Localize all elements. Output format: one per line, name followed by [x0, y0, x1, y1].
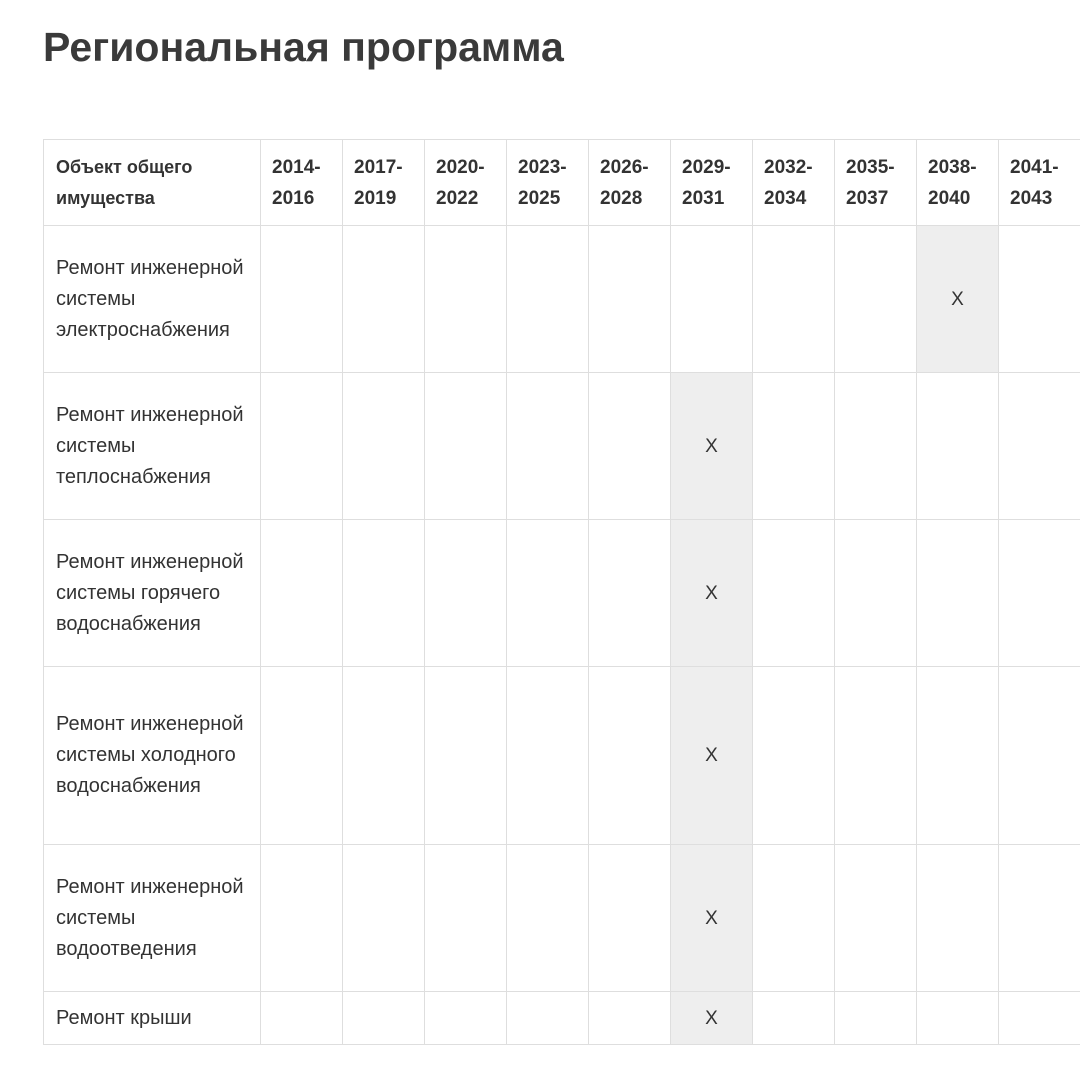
empty-period-cell [999, 992, 1080, 1045]
empty-period-cell [589, 226, 671, 373]
empty-period-cell [753, 667, 835, 845]
empty-period-cell [917, 520, 999, 667]
table-row [44, 373, 1080, 520]
object-name-cell: Ремонт инженерной системы теплоснабжения [44, 373, 261, 520]
empty-period-cell [507, 373, 589, 520]
empty-period-cell [835, 845, 917, 992]
empty-period-cell [753, 520, 835, 667]
empty-period-cell [425, 667, 507, 845]
object-column-header: Объект общего имущества [44, 140, 261, 226]
empty-period-cell [343, 845, 425, 992]
empty-period-cell [589, 845, 671, 992]
object-name-cell: Ремонт инженерной системы электроснабжения [44, 226, 261, 373]
empty-period-cell [343, 226, 425, 373]
empty-period-cell [261, 520, 343, 667]
table-body [44, 226, 1080, 1045]
scheduled-mark-cell: X [671, 992, 753, 1045]
object-name-cell: Ремонт крыши [44, 992, 261, 1045]
empty-period-cell [999, 226, 1080, 373]
table-row [44, 226, 1080, 373]
empty-period-cell [507, 520, 589, 667]
empty-period-cell [835, 992, 917, 1045]
empty-period-cell [589, 992, 671, 1045]
empty-period-cell [999, 520, 1080, 667]
regional-program-table [43, 139, 1080, 1045]
empty-period-cell [589, 667, 671, 845]
table-row [44, 845, 1080, 992]
period-column-header: 2014-2016 [261, 140, 343, 226]
scheduled-mark-cell: X [671, 667, 753, 845]
empty-period-cell [261, 992, 343, 1045]
page-title: Региональная программа [43, 24, 564, 70]
empty-period-cell [425, 520, 507, 667]
empty-period-cell [999, 373, 1080, 520]
empty-period-cell [425, 373, 507, 520]
empty-period-cell [507, 226, 589, 373]
table-row [44, 992, 1080, 1045]
scheduled-mark-cell: X [671, 845, 753, 992]
empty-period-cell [835, 373, 917, 520]
scheduled-mark-cell: X [917, 226, 999, 373]
empty-period-cell [917, 992, 999, 1045]
empty-period-cell [261, 667, 343, 845]
empty-period-cell [425, 845, 507, 992]
empty-period-cell [425, 992, 507, 1045]
empty-period-cell [835, 226, 917, 373]
object-name-cell: Ремонт инженерной системы холодного водоснабжения [44, 667, 261, 845]
period-column-header: 2035-2037 [835, 140, 917, 226]
empty-period-cell [343, 992, 425, 1045]
empty-period-cell [917, 373, 999, 520]
object-name-cell: Ремонт инженерной системы водоотведения [44, 845, 261, 992]
scheduled-mark-cell: X [671, 373, 753, 520]
table-row [44, 667, 1080, 845]
empty-period-cell [753, 992, 835, 1045]
period-column-header: 2020-2022 [425, 140, 507, 226]
empty-period-cell [999, 845, 1080, 992]
empty-period-cell [343, 373, 425, 520]
empty-period-cell [261, 845, 343, 992]
table-header-row [44, 140, 1080, 226]
empty-period-cell [835, 520, 917, 667]
empty-period-cell [589, 373, 671, 520]
empty-period-cell [999, 667, 1080, 845]
empty-period-cell [261, 373, 343, 520]
period-column-header: 2038-2040 [917, 140, 999, 226]
empty-period-cell [425, 226, 507, 373]
period-column-header: 2041-2043 [999, 140, 1080, 226]
empty-period-cell [507, 667, 589, 845]
empty-period-cell [753, 845, 835, 992]
table-row [44, 520, 1080, 667]
period-column-header: 2023-2025 [507, 140, 589, 226]
scheduled-mark-cell: X [671, 520, 753, 667]
empty-period-cell [507, 992, 589, 1045]
empty-period-cell [835, 667, 917, 845]
period-column-header: 2029-2031 [671, 140, 753, 226]
empty-period-cell [343, 520, 425, 667]
empty-period-cell [753, 226, 835, 373]
period-column-header: 2026-2028 [589, 140, 671, 226]
period-column-header: 2017-2019 [343, 140, 425, 226]
empty-period-cell [261, 226, 343, 373]
empty-period-cell [671, 226, 753, 373]
object-name-cell: Ремонт инженерной системы горячего водоснабжения [44, 520, 261, 667]
empty-period-cell [917, 667, 999, 845]
period-column-header: 2032-2034 [753, 140, 835, 226]
empty-period-cell [343, 667, 425, 845]
empty-period-cell [753, 373, 835, 520]
empty-period-cell [589, 520, 671, 667]
empty-period-cell [507, 845, 589, 992]
empty-period-cell [917, 845, 999, 992]
